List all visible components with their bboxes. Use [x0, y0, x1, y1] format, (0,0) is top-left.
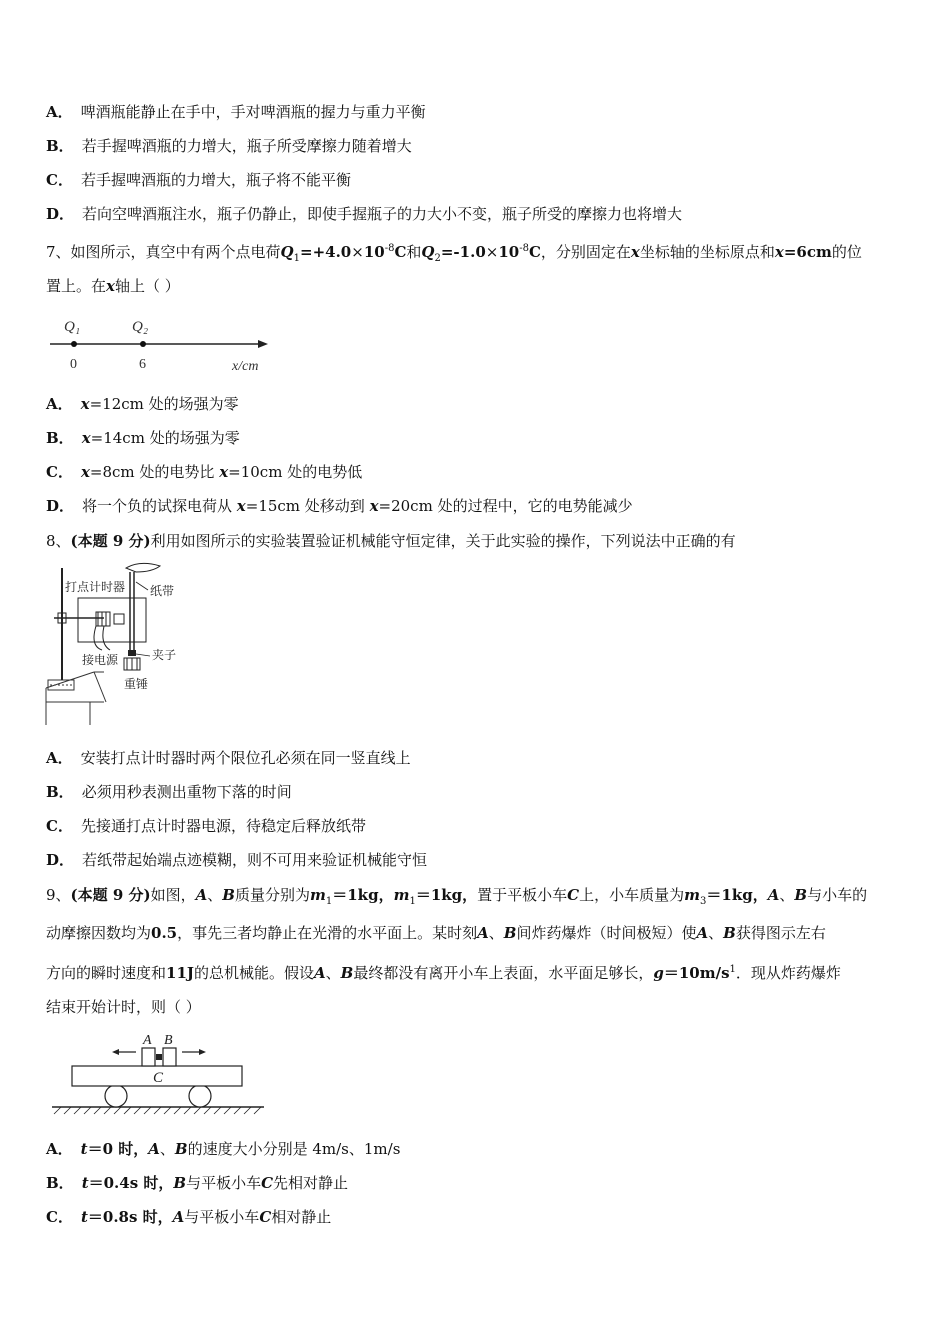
q9-sub: 3 — [700, 896, 707, 907]
q7-stem-text: 轴上（ ） — [114, 277, 180, 295]
option-text: 若纸带起始端点迹模糊，则不可用来验证机械能守恒 — [82, 851, 428, 869]
q9-text: 间炸药爆炸（时间极短）使 — [516, 924, 697, 942]
option-text: 安装打点计时器时两个限位孔必须在同一竖直线上 — [80, 749, 411, 767]
q7-ten: 10 — [363, 243, 385, 261]
q7-exp: -8 — [384, 243, 395, 254]
q9-stem-line2 — [46, 923, 826, 943]
q7-q2-symbol: Q — [421, 243, 435, 261]
q7-stem-text: 的位 — [831, 243, 862, 261]
option-label: A． — [46, 395, 73, 413]
q9-value: ＝1kg， — [706, 886, 768, 904]
q9-value: ＝10m/s — [663, 964, 730, 982]
option-text: 若手握啤酒瓶的力增大，瓶子所受摩擦力随着增大 — [81, 137, 412, 155]
clip — [128, 650, 136, 656]
option-text: 若手握啤酒瓶的力增大，瓶子将不能平衡 — [80, 171, 351, 189]
q9-var: A — [477, 924, 489, 942]
q9-text: ．现从炸药爆炸 — [735, 964, 841, 982]
label-power: 接电源 — [82, 653, 119, 667]
q9-stem-line3 — [46, 960, 841, 983]
arrow-left-icon — [112, 1049, 119, 1055]
option-label: D． — [46, 205, 75, 223]
q7-x6-value: =6cm — [783, 243, 832, 261]
q9-stem-line4 — [46, 997, 201, 1017]
label-clip: 夹子 — [152, 648, 177, 662]
q9-var: m — [393, 886, 410, 904]
q9-text: 最终都没有离开小车上表面，水平面足够长， — [353, 964, 654, 982]
q7-q2-value: =-1.0 — [440, 243, 486, 261]
q8-apparatus-figure — [44, 560, 194, 728]
q7-option-c — [46, 462, 362, 482]
q9-text: 、 — [779, 886, 795, 904]
timer-part — [114, 614, 124, 624]
q7-stem-text: 7、如图所示，真空中有两个点电荷 — [46, 243, 281, 261]
q7-and: 和 — [406, 243, 422, 261]
q6-option-a — [46, 102, 426, 122]
question-points: (本题 9 分) — [70, 886, 151, 904]
option-text: 啤酒瓶能静止在手中，手对啤酒瓶的握力与重力平衡 — [80, 103, 426, 121]
q6-option-d — [46, 204, 682, 224]
q9-text: 获得图示左右 — [735, 924, 826, 942]
option-text: =15cm 处移动到 — [245, 497, 370, 515]
block-a — [142, 1048, 155, 1066]
q9-text: 、 — [708, 924, 724, 942]
q7-q1-sub: 1 — [293, 253, 300, 264]
option-var: x — [219, 463, 229, 481]
q7-q1-value: =+4.0 — [300, 243, 352, 261]
q7-ten: 10 — [498, 243, 520, 261]
option-var: x — [80, 395, 90, 413]
option-text: =8cm 处的电势比 — [89, 463, 220, 481]
option-text: 必须用秒表测出重物下落的时间 — [81, 783, 292, 801]
question-number: 9、 — [46, 886, 71, 904]
option-label: A． — [46, 103, 73, 121]
option-text: 若向空啤酒瓶注水，瓶子仍静止，即使手握瓶子的力大小不变，瓶子所受的摩擦力也将增大 — [82, 205, 683, 223]
q9-text: 结束开始计时，则（ ） — [46, 998, 201, 1016]
q9-text: 动摩擦因数均为 — [46, 924, 152, 942]
q9-sub: 1 — [409, 896, 416, 907]
option-label: D． — [46, 497, 75, 515]
q9-cart-figure — [50, 1030, 270, 1120]
q9-text: 与小车的 — [807, 886, 868, 904]
option-var: t — [80, 1140, 88, 1158]
option-var: A — [172, 1208, 185, 1226]
q9-option-c — [46, 1207, 331, 1227]
q9-option-a — [46, 1139, 400, 1159]
q9-text: 、 — [488, 924, 504, 942]
option-text: =12cm 处的场强为零 — [89, 395, 239, 413]
q8-option-d — [46, 850, 427, 870]
option-label: A． — [46, 1140, 73, 1158]
charge-q1-dot — [71, 341, 77, 347]
q7-stem-text: 置上。在 — [46, 277, 107, 295]
option-text: 先接通打点计时器电源，待稳定后释放纸带 — [80, 817, 366, 835]
q9-value: ＝1kg， — [415, 886, 478, 904]
q9-var: A — [314, 964, 326, 982]
option-var: x — [80, 463, 90, 481]
q7-unit: C — [528, 243, 541, 261]
q8-option-a — [46, 748, 411, 768]
q9-text: 如图， — [150, 886, 196, 904]
wheel-right — [189, 1085, 211, 1107]
q9-text: 方向的瞬时速度和 — [46, 964, 167, 982]
option-label: C． — [46, 1208, 73, 1226]
q7-option-d — [46, 496, 633, 516]
option-text: ＝0.4s 时， — [88, 1174, 174, 1192]
option-text: 与平板小车 — [184, 1208, 260, 1226]
q7-figure-q1-label: Q₁ — [64, 319, 81, 335]
axis-label: x/cm — [232, 359, 259, 374]
q9-var: B — [340, 964, 354, 982]
timer-box — [78, 598, 146, 642]
wire — [94, 626, 102, 650]
option-var: C — [261, 1174, 274, 1192]
q9-text: 质量分别为 — [234, 886, 310, 904]
option-text: 与平板小车 — [186, 1174, 262, 1192]
q8-option-b — [46, 782, 292, 802]
times-sign: × — [351, 243, 364, 261]
q9-value: 11J — [166, 964, 194, 982]
arrow-right-icon — [199, 1049, 206, 1055]
q9-var: B — [794, 886, 808, 904]
x-axis-arrow — [258, 340, 268, 348]
q9-value: ＝1kg， — [332, 886, 394, 904]
q7-q2-sub: 2 — [434, 253, 441, 264]
option-label: A． — [46, 749, 73, 767]
option-var: B — [173, 1174, 187, 1192]
option-var: t — [81, 1174, 89, 1192]
tick-6: 6 — [139, 357, 146, 372]
q7-figure-q2-label: Q₂ — [132, 319, 149, 335]
option-var: x — [369, 497, 379, 515]
option-label: B． — [46, 1174, 74, 1192]
option-text: =20cm 处的过程中，它的电势能减少 — [378, 497, 633, 515]
label-c: C — [153, 1070, 164, 1086]
option-text: =14cm 处的场强为零 — [90, 429, 240, 447]
option-text: 先相对静止 — [273, 1174, 349, 1192]
question-text: 利用如图所示的实验装置验证机械能守恒定律，关于此实验的操作，下列说法中正确的有 — [150, 532, 736, 550]
table-edge — [94, 672, 106, 702]
option-label: C． — [46, 817, 73, 835]
q9-value: 0.5 — [151, 924, 178, 942]
q9-var: A — [767, 886, 780, 904]
q9-text: 的总机械能。假设 — [194, 964, 315, 982]
q9-var: g — [653, 964, 664, 982]
q7-axis-figure — [46, 312, 286, 374]
option-label: C． — [46, 171, 73, 189]
label-a: A — [143, 1033, 152, 1048]
q9-var: m — [684, 886, 701, 904]
q7-x: x — [106, 277, 115, 295]
q9-var: B — [222, 886, 235, 904]
option-label: C． — [46, 463, 73, 481]
option-var: C — [259, 1208, 272, 1226]
option-text: 相对静止 — [271, 1208, 332, 1226]
q9-stem-line1 — [46, 885, 867, 912]
question-number: 8、 — [46, 532, 71, 550]
q7-stem-text: ，分别固定在 — [540, 243, 631, 261]
q9-text: 上，小车质量为 — [579, 886, 685, 904]
block-b — [163, 1048, 176, 1066]
q9-sup: 1 — [729, 964, 736, 975]
q7-x: x — [774, 243, 784, 261]
q7-stem-line2 — [46, 276, 180, 296]
explosive — [156, 1054, 162, 1060]
question-points: (本题 9 分) — [70, 532, 151, 550]
option-label: B． — [46, 429, 74, 447]
charge-q2-dot — [140, 341, 146, 347]
leader-line — [136, 654, 150, 656]
option-text: ＝0.8s 时， — [87, 1208, 173, 1226]
q9-var: B — [723, 924, 736, 942]
q7-option-a — [46, 394, 239, 414]
q7-x: x — [630, 243, 640, 261]
option-text: =10cm 处的电势低 — [228, 463, 363, 481]
q9-var: C — [567, 886, 580, 904]
label-b: B — [164, 1033, 173, 1048]
q7-stem-text: 坐标轴的坐标原点和 — [639, 243, 775, 261]
hand-icon — [126, 563, 160, 572]
q9-text: ，事先三者均静止在光滑的水平面上。某时刻 — [177, 924, 478, 942]
times-sign: × — [485, 243, 499, 261]
q7-q1-symbol: Q — [280, 243, 294, 261]
q9-text: 、 — [325, 964, 341, 982]
option-text: 、 — [159, 1140, 175, 1158]
wire — [103, 626, 110, 650]
q9-var: A — [696, 924, 709, 942]
option-label: B． — [46, 137, 74, 155]
q7-exp: -8 — [519, 243, 529, 254]
q6-option-b — [46, 136, 412, 156]
ground-hatch — [54, 1107, 261, 1114]
label-timer: 打点计时器 — [65, 580, 126, 594]
q9-option-b — [46, 1173, 348, 1193]
q7-unit: C — [394, 243, 407, 261]
option-var: t — [80, 1208, 88, 1226]
q6-option-c — [46, 170, 351, 190]
q9-var: m — [310, 886, 326, 904]
q9-var: B — [503, 924, 517, 942]
q9-text: 、 — [207, 886, 223, 904]
option-var: B — [174, 1140, 188, 1158]
q9-var: A — [195, 886, 208, 904]
q7-stem-line1 — [46, 239, 862, 269]
option-label: D． — [46, 851, 75, 869]
option-var: A — [148, 1140, 160, 1158]
q7-option-b — [46, 428, 240, 448]
option-label: B． — [46, 783, 74, 801]
option-text: ＝0 时， — [87, 1140, 149, 1158]
option-text: 将一个负的试探电荷从 — [82, 497, 237, 515]
q9-sub: 1 — [325, 896, 333, 907]
leader-line — [136, 582, 148, 590]
option-var: x — [236, 497, 246, 515]
wheel-left — [105, 1085, 127, 1107]
option-text: 的速度大小分别是 4m/s、1m/s — [187, 1140, 401, 1158]
tick-0: 0 — [70, 357, 77, 372]
q8-option-c — [46, 816, 366, 836]
label-tape: 纸带 — [150, 584, 175, 598]
option-var: x — [81, 429, 91, 447]
q8-stem — [46, 531, 736, 551]
q9-text: 置于平板小车 — [477, 886, 568, 904]
label-weight: 重锤 — [124, 677, 149, 691]
